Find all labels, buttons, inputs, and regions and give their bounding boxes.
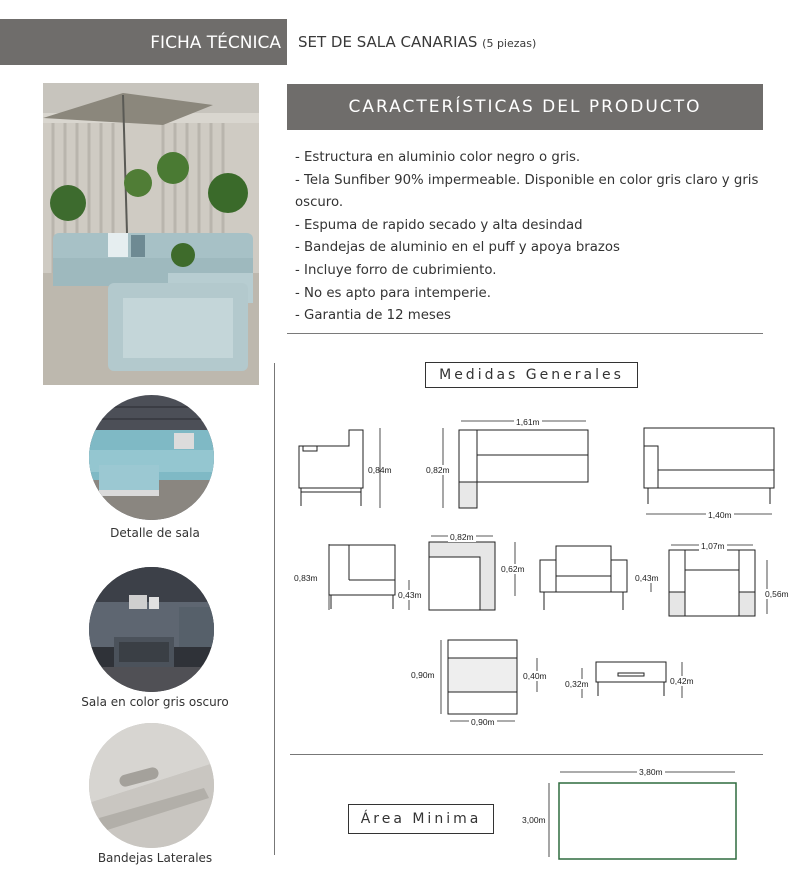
dim-label: 0,90m: [411, 670, 435, 680]
area-width-label: 3,80m: [639, 767, 663, 777]
characteristics-title: CARACTERÍSTICAS DEL PRODUCTO: [348, 97, 702, 117]
dim-label: 0,40m: [523, 671, 547, 681]
dim-label: 1,40m: [708, 510, 732, 520]
dim-label: 0,42m: [670, 676, 694, 686]
caption-detail: Detalle de sala: [110, 526, 200, 540]
feature-item: - Bandejas de aluminio en el puff y apoya brazos: [295, 240, 620, 256]
dim-label: 0,83m: [294, 573, 318, 583]
feature-item: - Garantia de 12 meses: [295, 308, 451, 324]
dim-label: 0,84m: [368, 465, 392, 475]
feature-item: - Espuma de rapido secado y alta desindad: [295, 217, 583, 233]
caption-side-trays: Bandejas Laterales: [97, 851, 213, 865]
dim-label: 1,07m: [701, 541, 725, 551]
minimum-area-label: Área Minima: [348, 804, 494, 834]
product-name: SET DE SALA CANARIAS: [298, 33, 478, 51]
feature-item: - Tela Sunfiber 90% impermeable. Disponible en color gris claro y gris oscuro.: [295, 172, 759, 211]
divider: [290, 754, 763, 755]
dim-label: 1,61m: [516, 417, 540, 427]
caption-dark-grey: Sala en color gris oscuro: [81, 695, 229, 709]
feature-item: - Estructura en aluminio color negro o gris.: [295, 150, 581, 165]
dim-label: 0,43m: [635, 573, 659, 583]
dim-label: 0,90m: [471, 717, 495, 727]
feature-item: - No es apto para intemperie.: [295, 285, 491, 301]
feature-item: - Incluye forro de cubrimiento.: [295, 262, 497, 278]
dim-label: 0,43m: [398, 590, 422, 600]
section-title: FICHA TÉCNICA: [150, 33, 281, 53]
dim-label: 0,56m: [765, 589, 789, 599]
dim-label: 0,32m: [565, 679, 589, 689]
minimum-area-rect: [559, 783, 736, 859]
dim-label: 0,62m: [501, 564, 525, 574]
product-pieces: (5 piezas): [482, 37, 537, 50]
dim-label: 0,82m: [450, 532, 474, 542]
dim-label: 0,82m: [426, 465, 450, 475]
general-measures-label: Medidas Generales: [425, 362, 638, 388]
area-depth-label: 3,00m: [522, 815, 546, 825]
